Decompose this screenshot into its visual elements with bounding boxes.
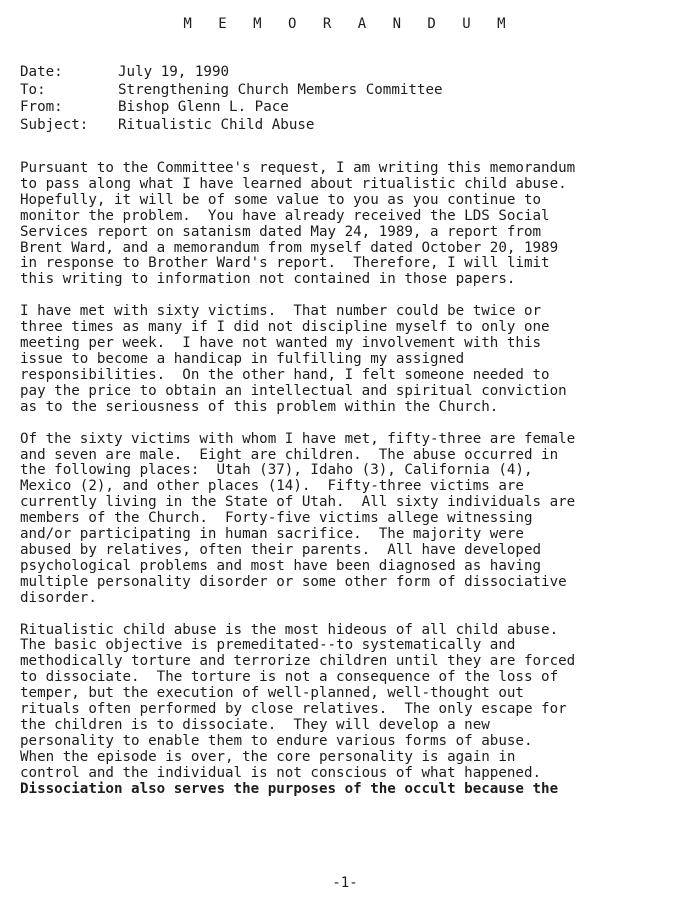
text-line: the children is to dissociate. They will develop a new [20, 717, 490, 733]
text-line: in response to Brother Ward's report. Therefore, I will limit [20, 255, 550, 272]
subject-label: Subject: [20, 116, 89, 133]
text-line: Pursuant to the Committee's request, I am writing this memorandum [20, 160, 576, 176]
header-from-row [20, 99, 443, 117]
text-line: temper, but the execution of well-planned, well-thought out [20, 685, 524, 702]
header-subject-row [20, 117, 443, 135]
memo-title: M E M O R A N D U M [183, 16, 515, 32]
text-line: as to the seriousness of this problem within the Church. [20, 398, 499, 415]
text-line: methodically torture and terrorize children until they are forced [20, 653, 576, 670]
text-line: issue to become a handicap in fulfilling my assigned [20, 350, 465, 367]
text-line: The basic objective is premeditated--to systematically and [20, 637, 516, 654]
text-line: meeting per week. I have not wanted my involvement with this [20, 335, 542, 352]
paragraph-2 [20, 304, 670, 415]
text-line: rituals often performed by close relatives. The only escape for [20, 701, 567, 718]
text-line: three times as many if I did not discipline myself to only one [20, 319, 550, 336]
to-value: Strengthening Church Members Committee [118, 81, 443, 98]
text-line: currently living in the State of Utah. All sixty individuals are [20, 494, 576, 511]
text-line: Ritualistic child abuse is the most hideous of all child abuse. [20, 621, 559, 638]
text-line: to pass along what I have learned about ritualistic child abuse. [20, 175, 567, 192]
text-line: monitor the problem. You have already received the LDS Social [20, 207, 550, 224]
from-value: Bishop Glenn L. Pace [118, 99, 289, 115]
text-line: this writing to information not contained in those papers. [20, 271, 516, 288]
text-line: multiple personality disorder or some other form of dissociative [20, 573, 567, 590]
text-line: Services report on satanism dated May 24, 1989, a report from [20, 223, 542, 240]
text-line: control and the individual is not conscious of what happened. [20, 764, 542, 781]
text-line: disorder. [20, 589, 97, 606]
paragraph-1 [20, 161, 670, 288]
memo-header [20, 64, 443, 134]
text-line: and/or participating in human sacrifice. The majority were [20, 526, 524, 543]
text-line: responsibilities. On the other hand, I felt someone needed to [20, 366, 550, 383]
memo-body [20, 161, 670, 814]
text-line: When the episode is over, the core personality is again in [20, 748, 516, 765]
page-number: -1- [332, 875, 358, 891]
paragraph-4 [20, 623, 670, 798]
date-value: July 19, 1990 [118, 64, 230, 80]
text-line: pay the price to obtain an intellectual and spiritual conviction [20, 382, 567, 399]
text-line: to dissociate. The torture is not a consequence of the loss of [20, 669, 559, 686]
subject-value: Ritualistic Child Abuse [118, 116, 315, 133]
text-line: abused by relatives, often their parents. All have developed [20, 541, 542, 558]
text-line: Of the sixty victims with whom I have met, fifty-three are female [20, 430, 576, 447]
to-label: To: [20, 81, 46, 98]
text-line: I have met with sixty victims. That number could be twice or [20, 303, 542, 320]
text-line: Hopefully, it will be of some value to you as you continue to [20, 191, 542, 208]
text-line: Dissociation also serves the purposes of the occult because the [20, 780, 559, 797]
paragraph-3 [20, 432, 670, 607]
from-label: From: [20, 99, 63, 115]
text-line: psychological problems and most have been diagnosed as having [20, 557, 542, 574]
text-line: Brent Ward, and a memorandum from myself dated October 20, 1989 [20, 239, 559, 256]
text-line: the following places: Utah (37), Idaho (3), California (4), [20, 462, 533, 479]
header-to-row [20, 82, 443, 100]
text-line: and seven are male. Eight are children. The abuse occurred in [20, 446, 559, 463]
date-label: Date: [20, 64, 63, 80]
text-line: personality to enable them to endure various forms of abuse. [20, 732, 533, 749]
text-line: Mexico (2), and other places (14). Fifty-three victims are [20, 478, 524, 495]
header-date-row [20, 64, 443, 82]
text-line: members of the Church. Forty-five victims allege witnessing [20, 510, 533, 527]
